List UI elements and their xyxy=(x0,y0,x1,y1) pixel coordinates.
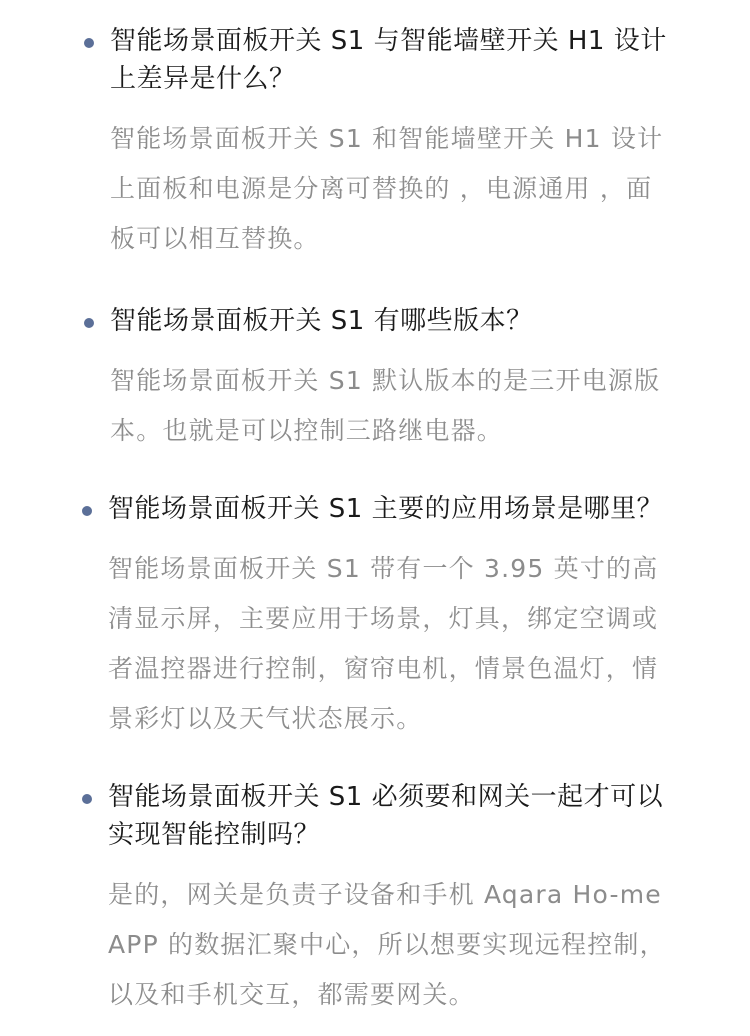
question-row xyxy=(84,302,684,340)
faq-answer: 智能场景面板开关 S1 带有一个 3.95 英寸的高清显示屏，主要应用于场景，灯具，绑定空调或者温控器进行控制，窗帘电机，情景色温灯，情景彩灯以及天气状态展示。 xyxy=(108,554,659,733)
question-row xyxy=(82,778,682,854)
faq-answer: 智能场景面板开关 S1 和智能墙壁开关 H1 设计上面板和电源是分离可替换的 ，电源通用 ，面板可以相互替换。 xyxy=(110,124,664,253)
faq-item-design-difference xyxy=(84,22,684,264)
faq-item-versions xyxy=(84,302,684,456)
faq-answer: 是的，网关是负责子设备和手机 Aqara Ho-meAPP 的数据汇聚中心，所以想要实现远程控制，以及和手机交互，都需要网关。 xyxy=(108,880,666,1009)
bullet-dot-icon xyxy=(84,38,94,48)
faq-question: 智能场景面板开关 S1 主要的应用场景是哪里？ xyxy=(108,494,664,524)
faq-answer: 智能场景面板开关 S1 默认版本的是三开电源版本。也就是可以控制三路继电器。 xyxy=(110,366,661,445)
faq-question: 智能场景面板开关 S1 与智能墙壁开关 H1 设计上差异是什么？ xyxy=(110,26,667,94)
faq-item-use-cases xyxy=(82,490,682,744)
bullet-dot-icon xyxy=(82,794,92,804)
question-row xyxy=(82,490,682,528)
bullet-dot-icon xyxy=(84,318,94,328)
question-row xyxy=(84,22,684,98)
faq-item-gateway-required xyxy=(82,778,682,1020)
bullet-dot-icon xyxy=(82,506,92,516)
faq-question: 智能场景面板开关 S1 有哪些版本？ xyxy=(110,306,533,336)
faq-question: 智能场景面板开关 S1 必须要和网关一起才可以实现智能控制吗？ xyxy=(108,782,664,850)
